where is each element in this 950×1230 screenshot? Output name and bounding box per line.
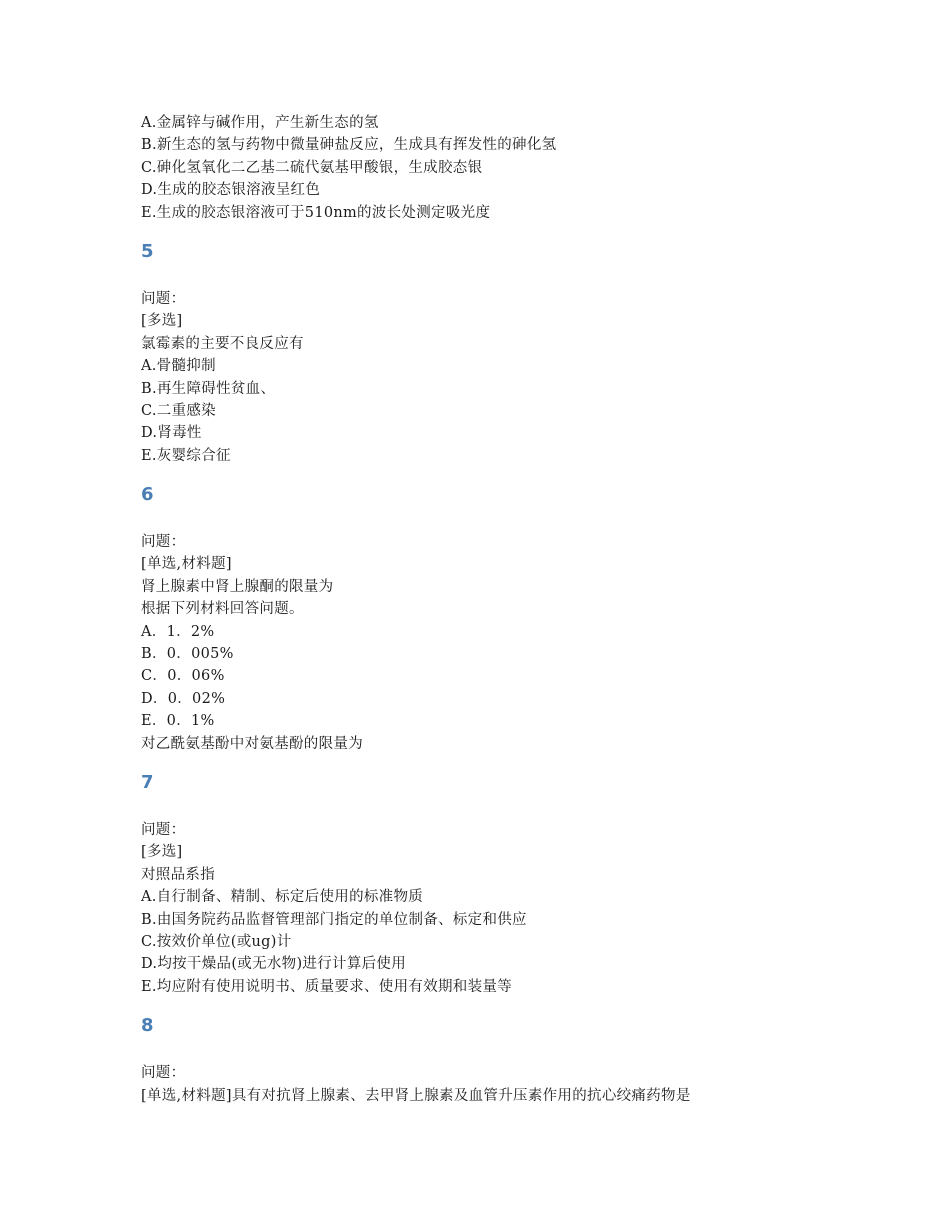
option-d: D.均按干燥品(或无水物)进行计算后使用 bbox=[141, 956, 407, 973]
question-label: 问题： bbox=[141, 821, 186, 838]
option-a: A.自行制备、精制、标定后使用的标准物质 bbox=[141, 889, 424, 906]
option-d: D．0．02% bbox=[141, 690, 226, 707]
option-a: A.骨髓抑制 bbox=[141, 358, 216, 375]
question-label: 问题： bbox=[141, 534, 186, 551]
option-e: E.均应附有使用说明书、质量要求、使用有效期和装量等 bbox=[141, 978, 512, 995]
question-material: 根据下列材料回答问题。 bbox=[141, 601, 304, 618]
option-e: E.生成的胶态银溶液可于510nm的波长处测定吸光度 bbox=[141, 204, 491, 221]
option-c: C.二重感染 bbox=[141, 402, 216, 419]
question-stem: [单选,材料题]具有对抗肾上腺素、去甲肾上腺素及血管升压素作用的抗心绞痛药物是 bbox=[141, 1087, 691, 1104]
question-label: 问题： bbox=[141, 1065, 186, 1082]
option-c: C.砷化氢氧化二乙基二硫代氨基甲酸银，生成胶态银 bbox=[141, 159, 483, 176]
question-number: 6 bbox=[141, 484, 154, 506]
option-d: D.生成的胶态银溶液呈红色 bbox=[141, 182, 321, 199]
question-number: 7 bbox=[141, 771, 154, 793]
question-number: 5 bbox=[141, 240, 154, 262]
option-e: E.灰婴综合征 bbox=[141, 447, 231, 464]
option-a: A.金属锌与碱作用，产生新生态的氢 bbox=[141, 115, 379, 131]
option-e: E．0．1% bbox=[141, 713, 215, 730]
question-stem: 氯霉素的主要不良反应有 bbox=[141, 335, 304, 352]
document-page bbox=[141, 112, 901, 1107]
question-type: [单选,材料题] bbox=[141, 556, 232, 573]
option-b: B．0．005% bbox=[141, 646, 234, 663]
question-4-options bbox=[141, 112, 901, 224]
question-type: [多选] bbox=[141, 313, 183, 330]
question-stem: 肾上腺素中肾上腺酮的限量为 bbox=[141, 578, 334, 595]
question-followup: 对乙酰氨基酚中对氨基酚的限量为 bbox=[141, 735, 363, 752]
question-6 bbox=[141, 531, 901, 755]
option-b: B.由国务院药品监督管理部门指定的单位制备、标定和供应 bbox=[141, 911, 527, 928]
option-b: B.新生态的氢与药物中微量砷盐反应，生成具有挥发性的砷化氢 bbox=[141, 137, 557, 154]
question-8 bbox=[141, 1062, 901, 1107]
question-5 bbox=[141, 288, 901, 467]
question-7 bbox=[141, 819, 901, 998]
option-c: C.按效价单位(或ug)计 bbox=[141, 933, 292, 950]
option-a: A．1．2% bbox=[141, 623, 215, 640]
option-b: B.再生障碍性贫血、 bbox=[141, 380, 276, 397]
option-c: C．0．06% bbox=[141, 668, 225, 685]
option-d: D.肾毒性 bbox=[141, 425, 202, 442]
question-stem: 对照品系指 bbox=[141, 866, 215, 883]
question-type: [多选] bbox=[141, 844, 183, 861]
question-label: 问题： bbox=[141, 290, 186, 307]
question-number: 8 bbox=[141, 1015, 154, 1037]
